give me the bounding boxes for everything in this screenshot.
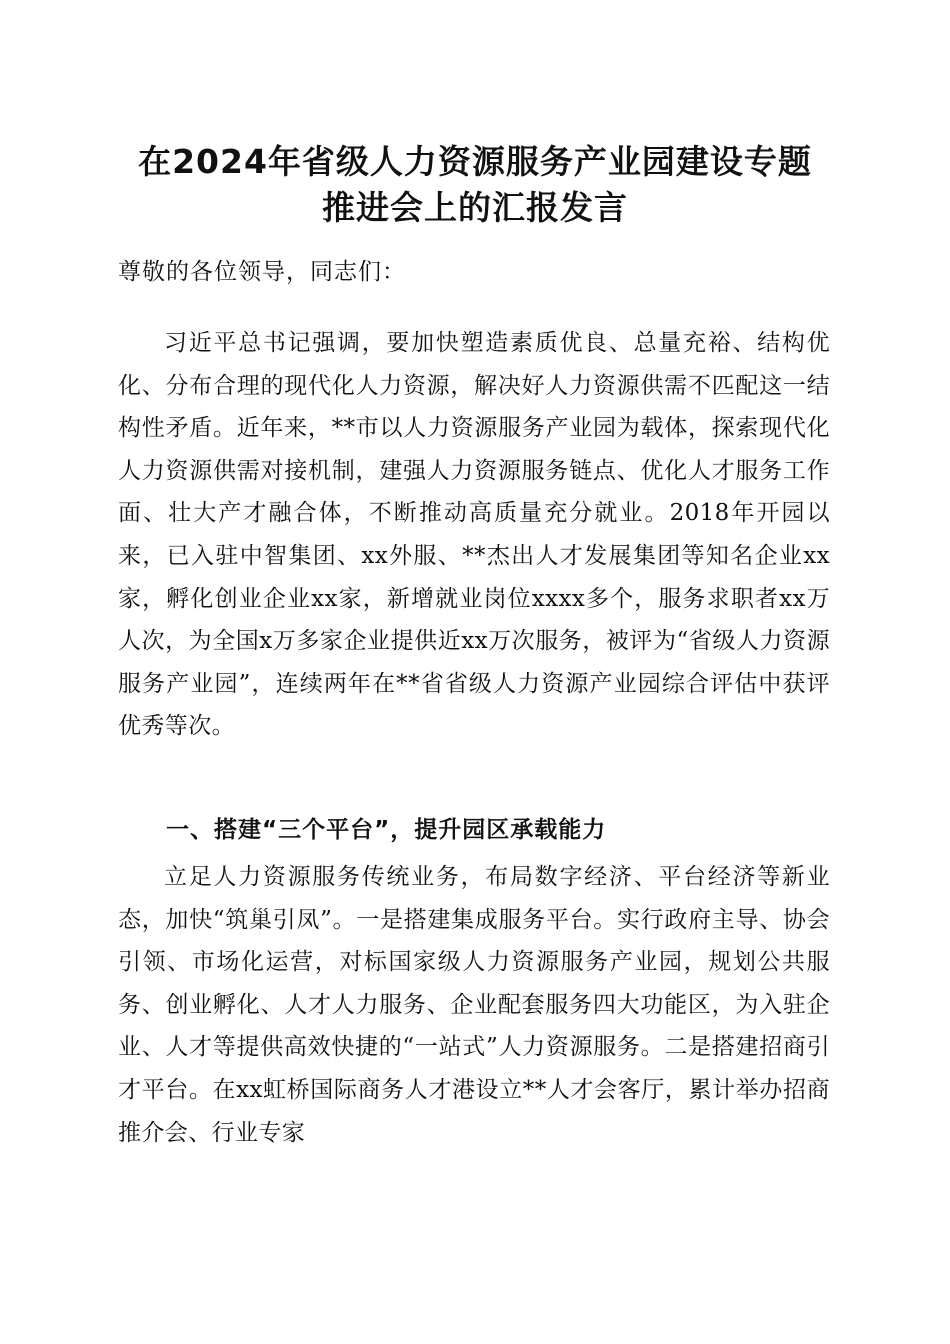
document-title-line-2: 推进会上的汇报发言: [322, 188, 628, 227]
opening-paragraph: 习近平总书记强调，要加快塑造素质优良、总量充裕、结构优化、分布合理的现代化人力资源，解决好人力资源供需不匹配这一结构性矛盾。近年来，**市以人力资源服务产业园为载体，探索现代化人力资源供需对接机制，建强人力资源服务链点、优化人才服务工作面、壮大产才融合体，不断推动高质量充分就业。2018年开园以来，已入驻中智集团、xx外服、**杰出人才发展集团等知名企业xx家，孵化创业企业xx家，新增就业岗位xxxx多个，服务求职者xx万人次，为全国x万多家企业提供近xx万次服务，被评为“省级人力资源服务产业园”，连续两年在**省省级人力资源产业园综合评估中获评优秀等次。: [118, 330, 830, 740]
document-title-line-1: 在2024年省级人力资源服务产业园建设专题: [138, 142, 812, 181]
section-1-paragraph: 立足人力资源服务传统业务，布局数字经济、平台经济等新业态，加快“筑巢引凤”。一是搭建集成服务平台。实行政府主导、协会引领、市场化运营，对标国家级人力资源服务产业园，规划公共服务、创业孵化、人才人力服务、企业配套服务四大功能区，为入驻企业、人才等提供高效快捷的“一站式”人力资源服务。二是搭建招商引才平台。在xx虹桥国际商务人才港设立**人才会客厅，累计举办招商推介会、行业专家: [118, 864, 830, 1146]
section-heading-1: 一、搭建“三个平台”，提升园区承载能力: [166, 817, 607, 843]
salutation: 尊敬的各位领导，同志们：: [118, 259, 406, 285]
